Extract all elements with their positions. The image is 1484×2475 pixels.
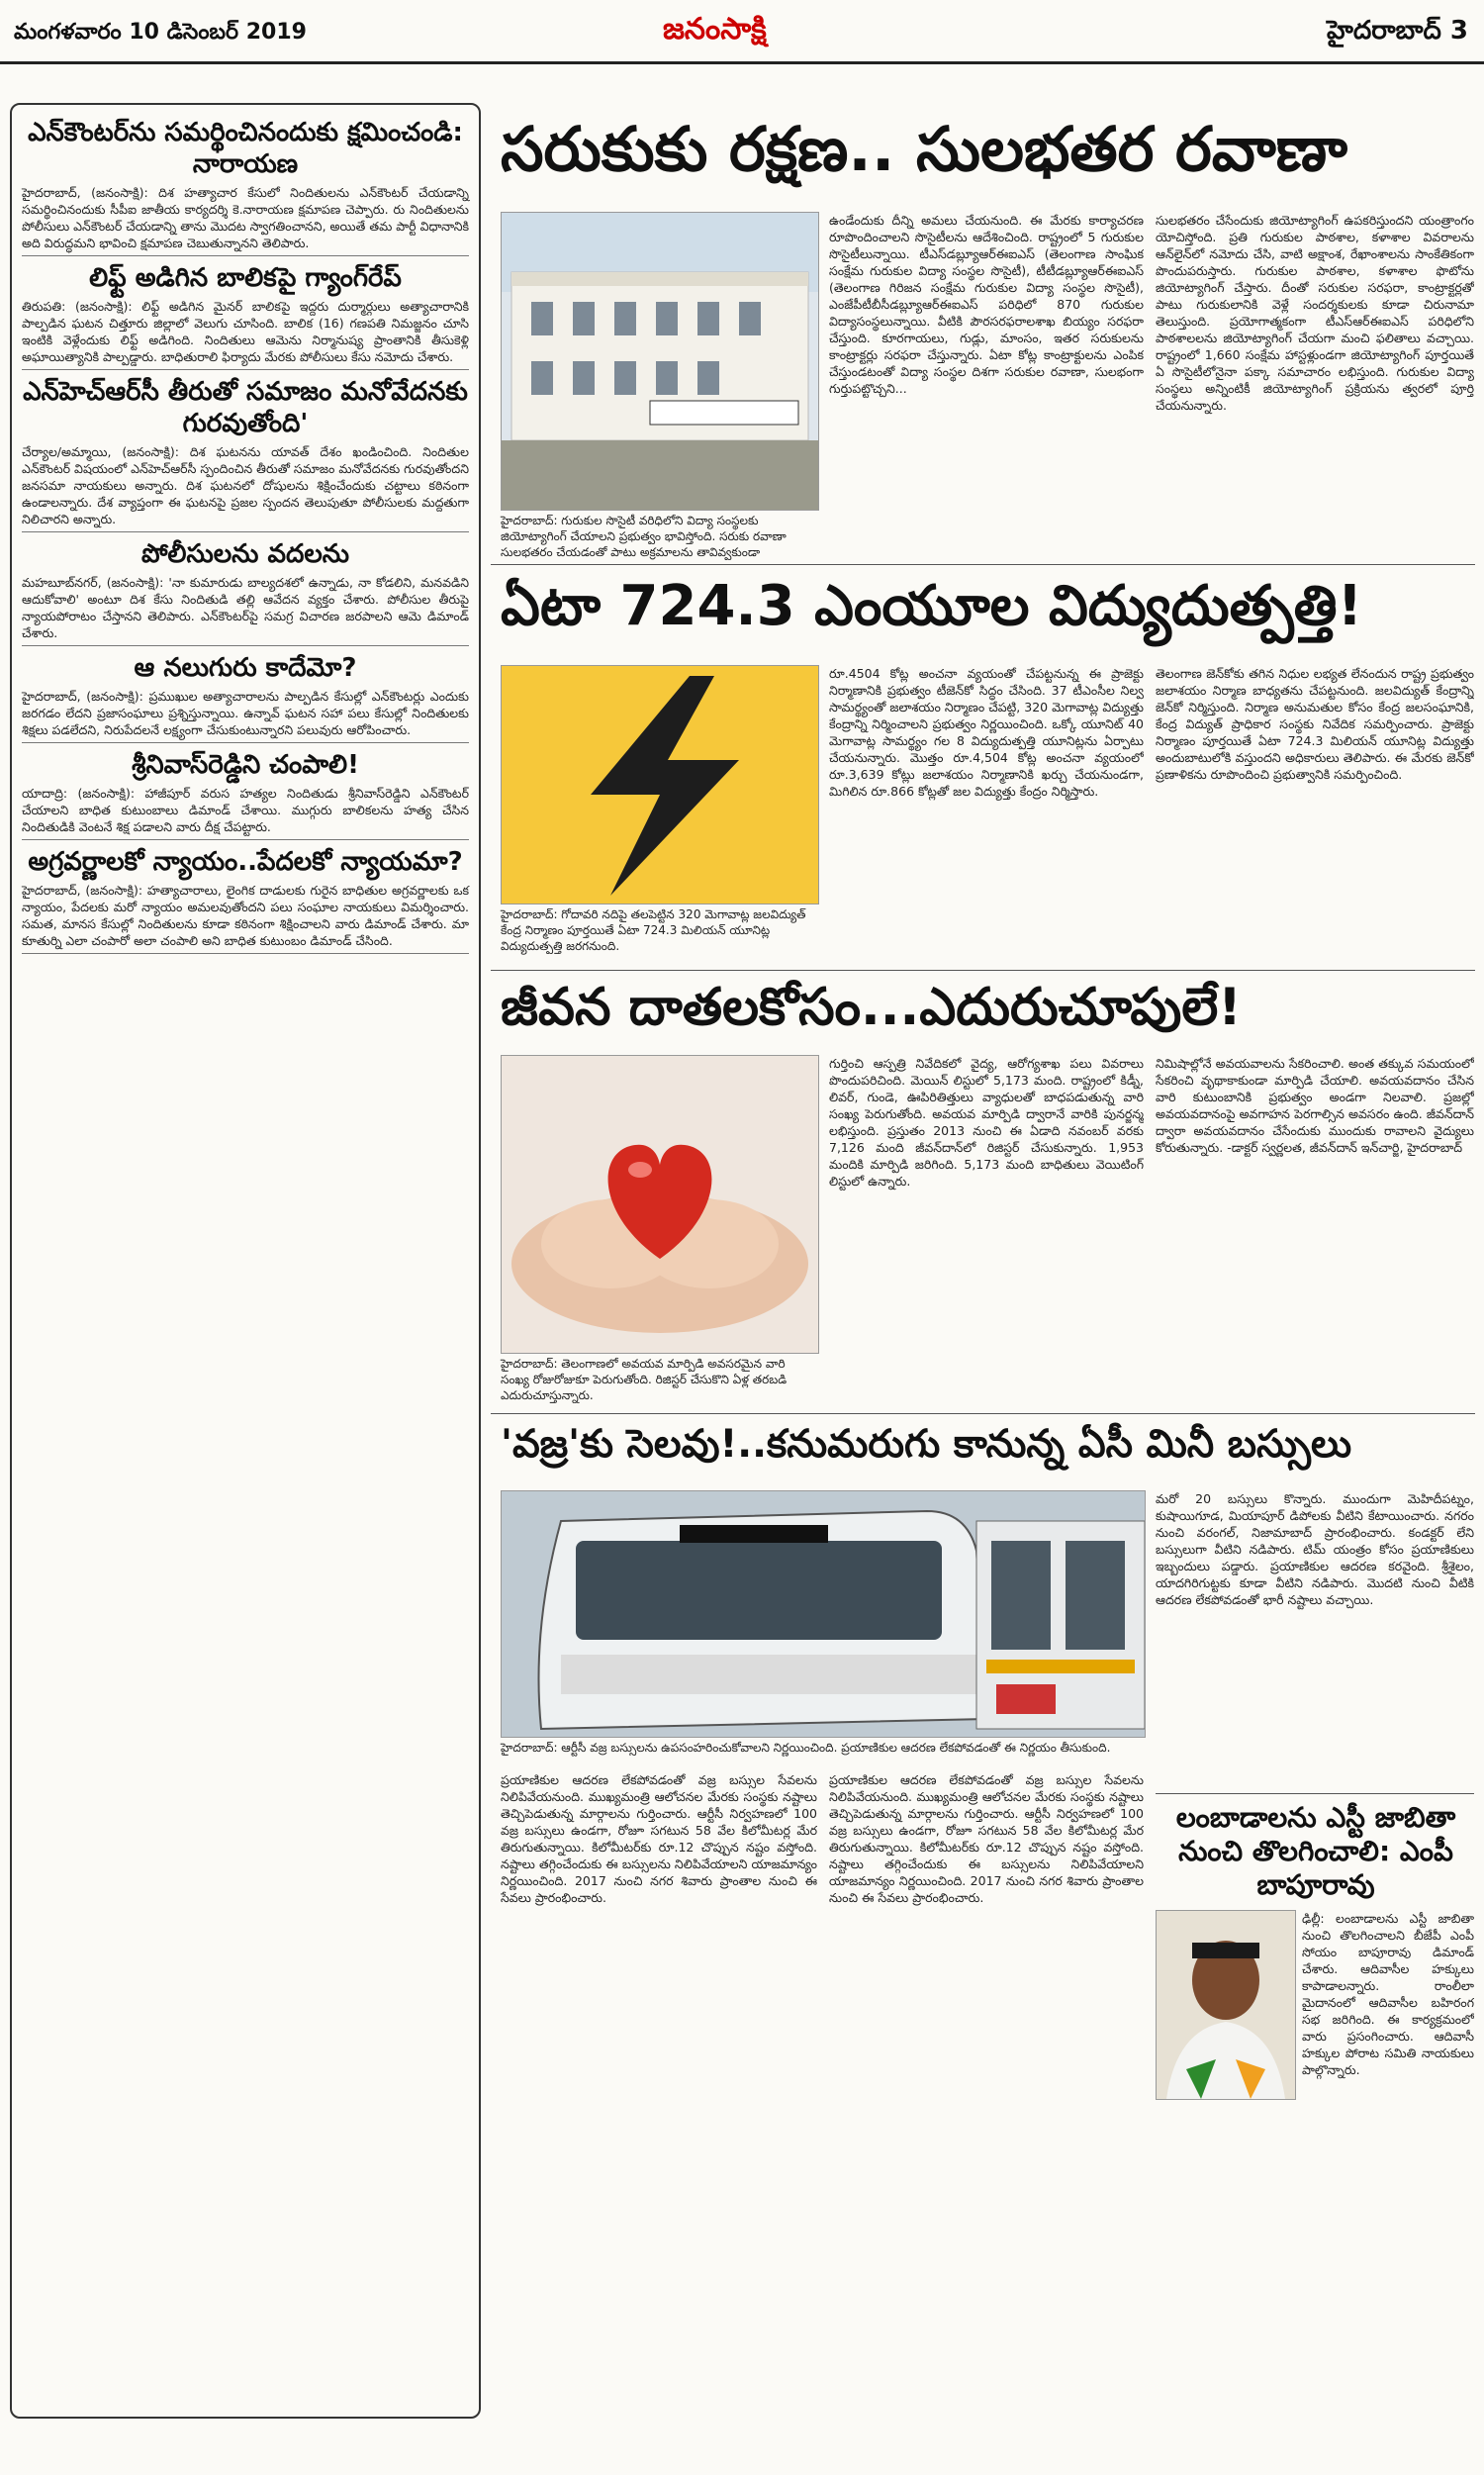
- left-story-body: హైదరాబాద్‌, (జనంసాక్షి): ప్రముఖుల అత్యాచారాలను పాల్పడిన కేసుల్లో ఎన్‌కౌంటర్లు ఎందుకు జరగడం లేదని ప్రజాసంఘాలు ప్రశ్నిస్తున్నాయి. ఉన్నావ్‌ ఘటన సహా పలు కేసుల్లో నిందితులకు శిక్షలు పడలేదని, నిరుపేదలనే లక్ష్యంగా చేసుకుంటున్నారని పలువురు ఆరోపించారు.: [22, 689, 469, 737]
- left-story-1: [22, 117, 469, 256]
- divider: [1156, 1793, 1474, 1794]
- article-1-column-1: ఉండేందుకు దీన్ని అమలు చేయనుంది. ఈ మేరకు కార్యాచరణ రూపొందించాలని సొసైటీలను ఆదేశించింది. రాష్ట్రంలో 5 గురుకుల సొసైటీలున్నాయి. టీఎస్‌డబ్ల్యూఆర్‌ఈఐఎస్‌ (తెలంగాణ సాంఘిక సంక్షేమ గురుకుల విద్యా సంస్థల సొసైటీ), టీటీడబ్ల్యూఆర్‌ఈఐఎస్‌ (తెలంగాణ గిరిజన సంక్షేమ గురుకుల విద్యా సంస్థల సొసైటీ), ఎంజేపీటీబీసీడబ్ల్యూఆర్‌ఈఐఎస్‌ పరిధిలో 870 గురుకుల విద్యాసంస్థలున్నాయి. వీటికి పౌరసరఫరాలశాఖ బియ్యం సరఫరా చేస్తుంది. కూరగాయలు, గుడ్లు, మాంసం, ఇతర సరుకులను కాంట్రాక్టర్లు సరఫరా చేస్తున్నారు. ఏటా కోట్ల కాంట్రాక్టులను ఎంపిక చేస్తుండటంతో విద్యా సంస్థల దిశగా సరుకుల రవాణా, సులభంగా గుర్తుపట్టొచ్చని...: [829, 213, 1144, 396]
- tsrtc-bus-photo: [501, 1490, 1146, 1738]
- left-story-headline: ఎన్‌కౌంటర్‌ను సమర్థించినందుకు క్షమించండి: నారాయణ: [28, 118, 463, 179]
- left-story-headline: శ్రీనివాస్‌రెడ్డిని చంపాలి!: [132, 750, 359, 780]
- left-story-5: [22, 652, 469, 743]
- article-2-column-1: రూ.4504 కోట్ల అంచనా వ్యయంతో చేపట్టనున్న ఈ ప్రాజెక్టు నిర్మాణానికి ప్రభుత్వం టీజెన్‌కో సిద్ధం చేసింది. 37 టీఎంసీల నిల్వ సామర్థ్యంతో జలాశయం నిర్మాణం చేపట్టి, 320 మెగావాట్ల విద్యుత్తు కేంద్రాన్ని నిర్మించాలని ప్రభుత్వం నిర్ణయించింది. ఒక్కో యూనిట్‌ 40 మెగావాట్ల సామర్థ్యం గల 8 విద్యుదుత్పత్తి యూనిట్లను ఏర్పాటు చేయనున్నారు. మొత్తం రూ.4,504 కోట్ల అంచనా వ్యయంలో రూ.3,639 కోట్లు జలాశయం నిర్మాణానికి ఖర్చు చేయనుండగా, మిగిలిన రూ.866 కోట్లతో జల విద్యుత్తు కేంద్రం నిర్మిస్తారు.: [829, 666, 1144, 799]
- left-story-3: [22, 376, 469, 532]
- left-story-4: [22, 538, 469, 646]
- article-3-headline: జీవన దాతలకోసం...ఎదురుచూపులే!: [501, 978, 1242, 1037]
- left-story-body: చేర్యాల/అమ్మాయి, (జనంసాక్షి): దిశ ఘటనను యావత్‌ దేశం ఖండించింది. నిందితుల ఎన్‌కౌంటర్‌ విషయంలో ఎన్‌హెచ్‌ఆర్‌సీ స్పందించిన తీరుతో సమాజం మనోవేదనకు గురవుతోందని జనసమా నాయకులు అన్నారు. దిశ ఘటనలో దోషులను శిక్షించేందుకు చట్టాలు కఠినంగా ఉండాలన్నారు. దేశ వ్యాప్తంగా ఈ ఘటనపై ప్రజల స్పందన తెలుపుతూ పోలీసులకు మద్దతుగా నిలిచారని అన్నారు.: [22, 444, 469, 526]
- article-1-headline: సరుకుకు రక్షణ.. సులభతర రవాణా: [501, 113, 1347, 185]
- article-3-caption: హైదరాబాద్‌: తెలంగాణలో అవయవ మార్పిడి అవసరమైన వారి సంఖ్య రోజురోజుకూ పెరుగుతోంది. రిజిస్టర్‌ చేసుకొని ఏళ్ల తరబడి ఎదురుచూస్తున్నారు.: [501, 1357, 788, 1402]
- article-4-column-2: మరో 20 బస్సులు కొన్నారు. ముందుగా మెహిదీపట్నం, కుషాయిగూడ, మియాపూర్‌ డిపోలకు వీటిని కేటాయించారు. నగరం నుంచి వరంగల్‌, నిజామాబాద్‌ ప్రారంభించారు. కండక్టర్‌ లేని బస్సులుగా వీటిని నడిపారు. టిమ్‌ యంత్రం కోసం ప్రయాణికులు ఇబ్బందులు పడ్డారు. ప్రయాణికుల ఆదరణ కరవైంది. శ్రీశైలం, యాదగిరిగుట్టకు కూడా వీటిని నడిపారు. మొదటి నుంచి వీటికి ఆదరణ లేకపోవడంతో భారీ నష్టాలు వచ్చాయి.: [1156, 1491, 1474, 1607]
- article-1-caption: హైదరాబాద్‌: గురుకుల సొసైటీ వరిధిలోని విద్యా సంస్థలకు జియోట్యాగింగ్‌ చేయాలని ప్రభుత్వం భావిస్తోంది. సరుకు రవాణా సులభతరం చేయడంతో పాటు అక్రమాలను తావివ్వకుండా: [501, 514, 787, 559]
- power-bolt-illustration: [501, 665, 819, 904]
- article-5-body: ఢిల్లీ: లంబాడాలను ఎస్టీ జాబితా నుంచి తొలగించాలని బీజేపీ ఎంపీ సోయం బాపూరావు డిమాండ్‌ చేశారు. ఆదివాసీల హక్కులు కాపాడాలన్నారు. రాంలీలా మైదానంలో ఆదివాసీల బహిరంగ సభ జరిగింది. ఈ కార్యక్రమంలో వారు ప్రసంగించారు. ఆదివాసీ హక్కుల పోరాట సమితి నాయకులు పాల్గొన్నారు.: [1302, 1911, 1474, 2077]
- left-story-body: హైదరాబాద్‌, (జనంసాక్షి): దిశ హత్యాచార కేసులో నిందితులను ఎన్‌కౌంటర్‌ చేయడాన్ని సమర్థించినందుకు సీపీఐ జాతీయ కార్యదర్శి కె.నారాయణ క్షమాపణ చెప్పారు. రు నిందితులను పోలీసులు ఎన్‌కౌంటర్‌ చేయడాన్ని తాను మొదట స్వాగతించానని, అయితే తమ పార్టీ విధానానికి అది విరుద్ధమని భావించి క్షమాపణ చెబుతున్నానని తెలిపారు.: [22, 185, 469, 250]
- article-4-column-3-text: ప్రయాణికుల ఆదరణ లేకపోవడంతో వజ్ర బస్సుల సేవలను నిలిపివేయనుంది. ముఖ్యమంత్రి ఆలోచనల మేరకు సంస్థకు నష్టాలు తెచ్చిపెడుతున్న మార్గాలను గుర్తించారు. ఆర్టీసీ నిర్వహణలో 100 వజ్ర బస్సులు ఉండగా, రోజూ సగటున 58 వేల కిలోమీటర్ల మేర తిరుగుతున్నాయి. కిలోమీటర్‌కు రూ.12 చొప్పున నష్టం వస్తోంది. నష్టాలు తగ్గించేందుకు ఈ బస్సులను నిలిపివేయాలని యాజమాన్యం నిర్ణయించింది. 2017 నుంచి నగర శివారు ప్రాంతాల నుంచి ఈ సేవలు ప్రారంభించారు.: [501, 1772, 817, 1905]
- issue-date: మంగళవారం 10 డిసెంబర్ 2019: [14, 20, 307, 45]
- left-story-headline: అగ్రవర్ణాలకో న్యాయం..పేదలకో న్యాయమా?: [28, 847, 463, 877]
- heart-in-hands-image: [502, 1056, 818, 1353]
- article-3-column-1: గుర్తించి ఆస్పత్రి నివేదికలో వైద్య, ఆరోగ్యశాఖ పలు వివరాలు పొందుపరిచింది. మెయిన్‌ లిస్టులో 5,173 మంది. రాష్ట్రంలో కిడ్నీ, లివర్‌, గుండె, ఊపిరితిత్తులు వ్యాధులతో బాధపడుతున్న వారి సంఖ్య పెరుగుతోంది. అవయవ మార్పిడి ద్వారానే వారికి పునర్జన్మ లభిస్తుంది. ప్రస్తుతం 2013 నుంచి ఈ ఏడాది నవంబర్‌ వరకు 7,126 మంది జీవన్‌దాన్‌లో రిజిస్టర్‌ చేసుకున్నారు. 1,953 మందికి మార్పిడి జరిగింది. 5,173 మంది బాధితులు వెయిటింగ్‌ లిస్టులో ఉన్నారు.: [829, 1056, 1144, 1189]
- logo-text: జనంసాక్షి: [663, 12, 767, 47]
- left-story-2: [22, 262, 469, 370]
- article-5-headline: లంబాడాలను ఎస్టీ జాబితా నుంచి తొలగించాలి: ఎంపీ బాపూరావు: [1175, 1801, 1456, 1901]
- article-3-column-2: నిమిషాల్లోనే అవయవాలను సేకరించాలి. అంత తక్కువ సమయంలో సేకరించి వృథాకాకుండా మార్పిడి చేయాలి. అవయవదానం చేసిన వారి కుటుంబానికి ప్రభుత్వం అండగా నిలవాలి. ప్రజల్లో అవయవదానంపై అవగాహన పెరగాల్సిన అవసరం ఉంది. జీవన్‌దాన్‌ ద్వారా అవయవదానం చేసేందుకు ముందుకు రావాలని వైద్యులు కోరుతున్నారు. -డాక్టర్‌ స్వర్ణలత, జీవన్‌దాన్‌ ఇన్‌చార్జి, హైదరాబాద్‌: [1156, 1056, 1474, 1155]
- heart-in-hands-photo: [501, 1055, 819, 1354]
- bus-image: [502, 1491, 1145, 1737]
- article-4-headline: 'వజ్ర'కు సెలవు!..కనుమరుగు కానున్న ఏసీ మినీ బస్సులు: [501, 1422, 1352, 1467]
- article-4-column-1: ప్రయాణికుల ఆదరణ లేకపోవడంతో వజ్ర బస్సుల సేవలను నిలిపివేయనుంది. ముఖ్యమంత్రి ఆలోచనల మేరకు సంస్థకు నష్టాలు తెచ్చిపెడుతున్న మార్గాలను గుర్తించారు. ఆర్టీసీ నిర్వహణలో 100 వజ్ర బస్సులు ఉండగా, రోజూ సగటున 58 వేల కిలోమీటర్ల మేర తిరుగుతున్నాయి. కిలోమీటర్‌కు రూ.12 చొప్పున నష్టం వస్తోంది. నష్టాలు తగ్గించేందుకు ఈ బస్సులను నిలిపివేయాలని యాజమాన్యం నిర్ణయించింది. 2017 నుంచి నగర శివారు ప్రాంతాల నుంచి ఈ సేవలు ప్రారంభించారు.: [829, 1772, 1144, 1905]
- article-2-headline: ఏటా 724.3 ఎంయూల విద్యుదుత్పత్తి!: [501, 574, 1363, 638]
- divider: [491, 970, 1475, 971]
- lightning-bolt-icon: [502, 666, 818, 904]
- article-2-column-2: తెలంగాణ జెన్‌కోకు తగిన నిధుల లభ్యత లేనందున రాష్ట్ర ప్రభుత్వం జలాశయం నిర్మాణ బాధ్యతను చేపట్టనుంది. జలవిద్యుత్‌ కేంద్రాన్ని జెన్‌కో నిర్మిస్తుంది. నిర్మాణ అనుమతుల కోసం కేంద్ర జలసంఘానికి, కేంద్ర విద్యుత్‌ ప్రాధికార సంస్థకు నివేదిక సమర్పించారు. ప్రాజెక్టు నిర్మాణం పూర్తయితే ఏటా 724.3 మిలియన్‌ యూనిట్ల విద్యుత్తు అందుబాటులోకి వస్తుందని అధికారులు తెలిపారు. ఈ మేరకు జెన్‌కో ప్రణాళికను రూపొందించి ప్రభుత్వానికి సమర్పించింది.: [1156, 666, 1474, 782]
- left-story-body: హైదరాబాద్‌, (జనంసాక్షి): హత్యాచారాలు, లైంగిక దాడులకు గురైన బాధితుల అగ్రవర్ణాలకు ఒక న్యాయం, పేదలకు మరో న్యాయం అమలవుతోందని పలు సంఘాల నాయకులు విమర్శించారు. సమత, మానస కేసుల్లో నిందితులను కూడా కఠినంగా శిక్షించాలని వారు డిమాండ్‌ చేశారు. మా కూతుర్ని ఎలా చంపారో అలా చంపాలి అని బాధిత కుటుంబం డిమాండ్‌ చేసింది.: [22, 883, 469, 948]
- left-story-body: మహబూబ్‌నగర్‌, (జనంసాక్షి): 'నా కుమారుడు బాల్యదశలో ఉన్నాడు, నా కోడలిని, మనవడిని ఆదుకోవాలి' అంటూ దిశ కేసు నిందితుడి తల్లి ఆవేదన వ్యక్తం చేశారు. పోలీసుల తీరుపై న్యాయపోరాటం చేస్తానని తెలిపారు. ఎన్‌కౌంటర్‌పై సమగ్ర విచారణ జరపాలని ఆమె డిమాండ్‌ చేశారు.: [22, 575, 469, 640]
- divider: [491, 564, 1475, 565]
- article-4-column-3: [501, 1771, 817, 2415]
- article-2-caption: హైదరాబాద్‌: గోదావరి నదిపై తలపెట్టిన 320 మెగావాట్ల జలవిద్యుత్‌ కేంద్ర నిర్మాణం పూర్తయితే ఏటా 724.3 మిలియన్‌ యూనిట్ల విద్యుదుత్పత్తి జరగనుంది.: [501, 907, 806, 953]
- left-story-headline: ఆ నలుగురు కాదేమో?: [134, 653, 357, 683]
- left-news-column: [10, 103, 481, 2419]
- left-story-body: యాదాద్రి: (జనంసాక్షి): హాజీపూర్‌ వరుస హత్యల నిందితుడు శ్రీనివాస్‌రెడ్డిని ఎన్‌కౌంటర్‌ చేయాలని బాధిత కుటుంబాలు డిమాండ్‌ చేశాయి. ముగ్గురు బాలికలను హత్య చేసిన నిందితుడికి వెంటనే శిక్ష పడాలని వారు దీక్ష చేపట్టారు.: [22, 786, 469, 834]
- left-story-7: [22, 846, 469, 954]
- person-portrait-image: [1157, 1911, 1295, 2099]
- left-story-headline: లిఫ్ట్‌ అడిగిన బాలికపై గ్యాంగ్‌రేప్‌: [89, 263, 402, 293]
- left-story-headline: పోలీసులను వదలను: [140, 539, 350, 569]
- school-building-image: [502, 213, 818, 510]
- article-1-column-2: సులభతరం చేసేందుకు జియోట్యాగింగ్‌ ఉపకరిస్తుందని యంత్రాంగం యోచిస్తోంది. ప్రతి గురుకుల పాఠశాల, కళాశాల వివరాలను ఆన్‌లైన్‌లో నమోదు చేసి, వాటి అక్షాంశ, రేఖాంశాలను సాంకేతికంగా పొందుపరుస్తారు. గురుకుల పాఠశాల, కళాశాల ఫొటోను జియోట్యాగింగ్‌ చేస్తారు. దీంతో సరుకుల సరఫరా, కాంట్రాక్టర్లతో పాటు గురుకులానికి వెళ్లే సందర్శకులకు కూడా చిరునామా తెలుస్తుంది. ప్రయోగాత్మకంగా టీఎస్‌ఆర్‌ఈఐఎస్‌ పరిధిలోని పాఠశాలలను జియోట్యాగింగ్‌ చేయగా మంచి ఫలితాలు వచ్చాయి. రాష్ట్రంలో 1,660 సంక్షేమ హాస్టళ్లుండగా జియోట్యాగింగ్‌ పూర్తయితే ఏ సొసైటీలోనైనా పక్కా సమాచారం లభిస్తుంది. గురుకుల విద్యా సంస్థలు అన్నింటికీ జియోట్యాగింగ్‌ ప్రక్రియను త్వరలో పూర్తి చేయనున్నారు.: [1156, 213, 1474, 413]
- article-4-caption: హైదరాబాద్‌: ఆర్టీసీ వజ్ర బస్సులను ఉపసంహరించుకోవాలని నిర్ణయించింది. ప్రయాణికుల ఆదరణ లేకపోవడంతో ఈ నిర్ణయం తీసుకుంది.: [501, 1741, 1111, 1755]
- masthead: [0, 0, 1484, 64]
- divider: [491, 1413, 1475, 1414]
- city-page-number: హైదరాబాద్ 3: [1327, 16, 1468, 46]
- newspaper-logo: [663, 12, 767, 53]
- left-story-6: [22, 749, 469, 840]
- mp-portrait-photo: [1156, 1910, 1296, 2100]
- school-building-photo: [501, 212, 819, 511]
- left-story-headline: ఎన్‌హెచ్‌ఆర్‌సీ తీరుతో సమాజం మనోవేదనకు గురవుతోంది': [23, 377, 468, 438]
- left-story-body: తిరుపతి: (జనంసాక్షి): లిఫ్ట్‌ అడిగిన మైనర్‌ బాలికపై ఇద్దరు దుర్మార్గులు అత్యాచారానికి పాల్పడిన ఘటన చిత్తూరు జిల్లాలో వెలుగు చూసింది. బాలిక (16) గణపతి నిమజ్జనం చూసి ఇంటికి వెళ్లేందుకు లిఫ్ట్‌ అడిగింది. నిందితులు ఆమెను నిర్మానుష్య ప్రాంతానికి తీసుకెళ్లి అఘాయిత్యానికి పాల్పడ్డారు. బాధితురాలి ఫిర్యాదు మేరకు పోలీసులు కేసు నమోదు చేశారు.: [22, 299, 469, 364]
